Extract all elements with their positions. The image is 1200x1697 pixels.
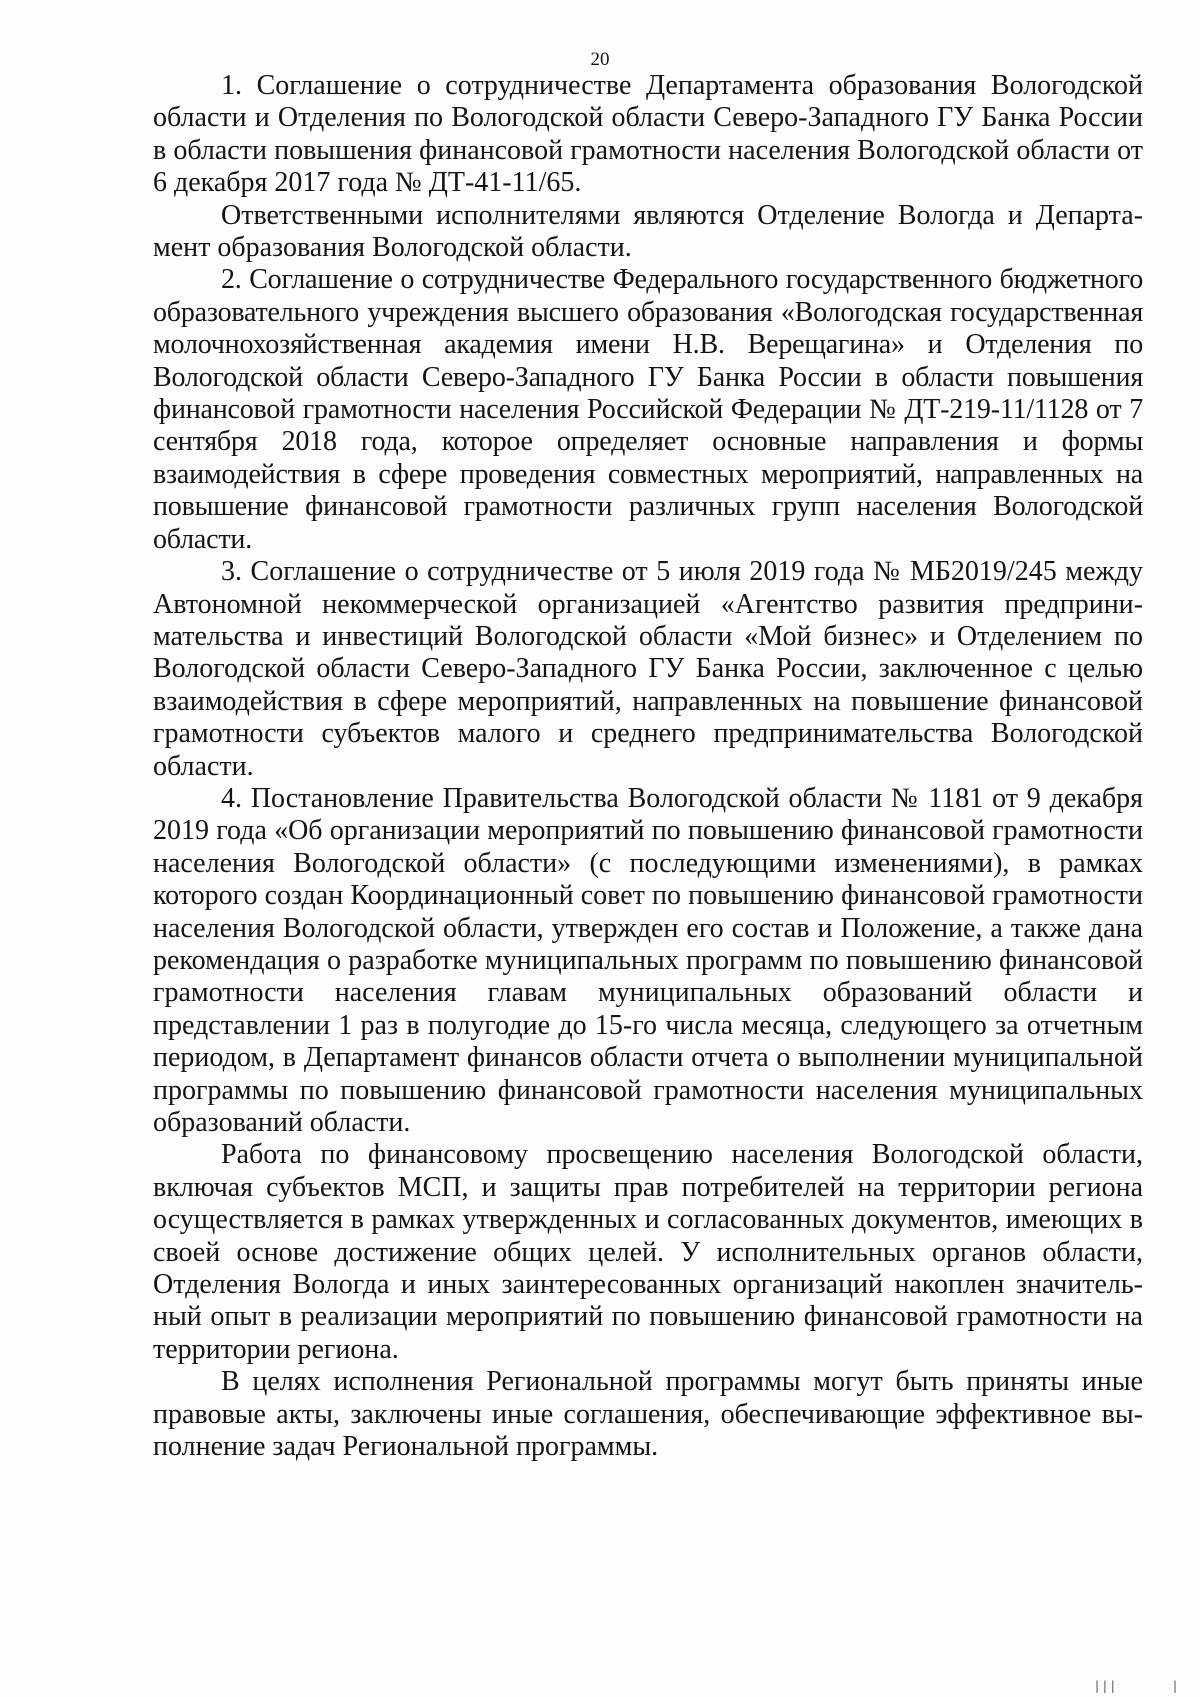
paragraph-regional-program-acts: В целях исполнения Региональной программы могут быть приняты иные правовые акты, заключены иные соглашения, обеспечивающие эффективное выполнение задач Региональной программы. [153, 1366, 1143, 1463]
scan-mark: | [1173, 1679, 1178, 1693]
document-body [153, 70, 1143, 1463]
paragraph-resolution-4: 4. Постановление Правительства Вологодской области № 1181 от 9 декабря 2019 года «Об организации мероприятий по повышению финансовой грамотности населения Вологодской области» (с последующими изменениями), в рамках которого создан Координационный совет по повышению финансовой грамотности населения Вологодской области, утвержден его состав и Положение, а также дана рекомендация о разработке муниципальных программ по повышению финансовой грамотности населения главам муниципальных образований области и представлении 1 раз в полугодие до 15-го числа месяца, следующего за отчетным периодом, в Департамент финансов области отчета о выполнении муниципальной программы по повышению финансовой грамотности населения муниципальных образований области. [153, 782, 1143, 1138]
paragraph-agreement-1: 1. Соглашение о сотрудничестве Департамента образования Вологодской области и Отделения по Вологодской области Северо-Западного ГУ Банка России в области повышения финансовой грамотности населения Вологодской области от 6 декабря 2017 года № ДТ-41-11/65. [153, 70, 1143, 199]
page-number: 20 [590, 49, 610, 70]
paragraph-agreement-2: 2. Соглашение о сотрудничестве Федерального государственного бюджетного образовательного учреждения высшего образования «Вологодская государственная молочнохозяйственная академия имени Н.В. Верещагина» и Отделения по Вологодской области Северо-Западного ГУ Банка России в области повышения финансовой грамотности населения Российской Федерации № ДТ-219-11/1128 от 7 сентября 2018 года, которое определяет основные направления и формы взаимодействия в сфере проведения совместных мероприятий, направленных на повышение финансовой грамотности различных групп населения Вологодской области. [153, 264, 1143, 555]
paragraph-agreement-3: 3. Соглашение о сотрудничестве от 5 июля 2019 года № МБ2019/245 между Автономной некоммерческой организацией «Агентство развития предпринимательства и инвестиций Вологодской области «Мой бизнес» и Отделением по Вологодской области Северо-Западного ГУ Банка России, заключенное с целью взаимодействия в сфере мероприятий, направленных на повышение финансовой грамотности субъектов малого и среднего предпринимательства Вологодской области. [153, 556, 1143, 782]
paragraph-responsible-executors: Ответственными исполнителями являются Отделение Вологда и Департамент образования Вологодской области. [153, 199, 1143, 264]
paragraph-financial-education-work: Работа по финансовому просвещению населения Вологодской области, включая субъектов МСП, и защиты прав потребителей на территории региона осуществляется в рамках утвержденных и согласованных документов, имеющих в своей основе достижение общих целей. У исполнительных органов области, Отделения Вологда и иных заинтересованных организаций накоплен значительный опыт в реализации мероприятий по повышению финансовой грамотности на территории региона. [153, 1139, 1143, 1365]
scan-mark: | | | [1095, 1679, 1115, 1693]
